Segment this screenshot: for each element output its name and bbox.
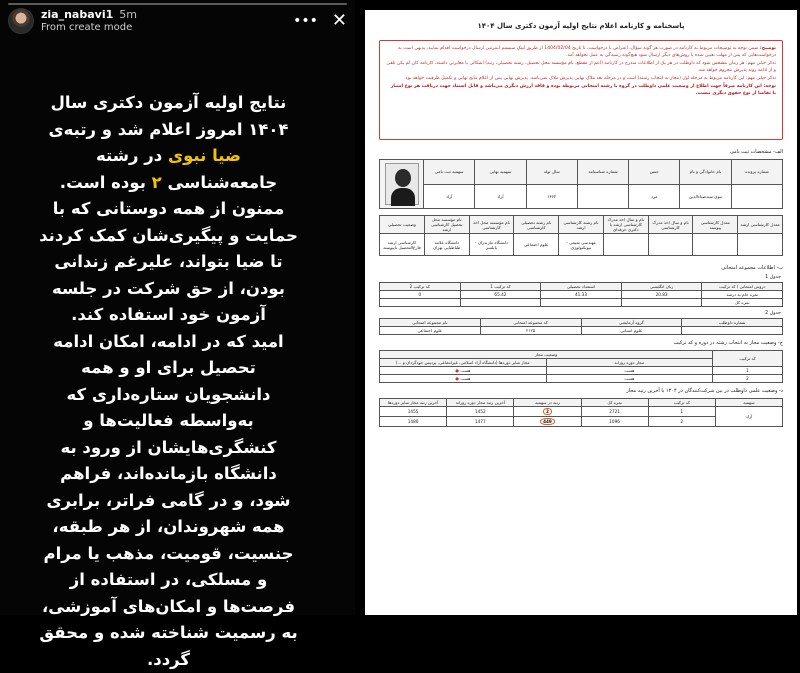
table-cell [693, 234, 738, 256]
table-cell: کارشناسی ارشد فارغ‌التحصیل ناپیوسته [380, 234, 425, 256]
table-cell: علوم اجتماعی [380, 327, 481, 335]
table-cell: نام خانوادگی و نام [680, 160, 731, 185]
rank-table [379, 398, 783, 427]
table-cell: وضعیت مجاز [380, 351, 713, 359]
table-cell: زبان انگلیسی [621, 283, 702, 291]
table-cell: 1477 [447, 417, 514, 427]
table-cell: دروس امتحانی / کد ترکیب [702, 283, 783, 291]
caption-line: به‌واسطه فعالیت‌ها و [12, 408, 325, 435]
table-cell [460, 299, 541, 307]
table-cell: 2 [648, 417, 715, 427]
table-cell: 2 [713, 375, 783, 383]
caption-line: کنشگری‌هایشان از ورود به [12, 435, 325, 462]
table-cell: سال تولد [526, 160, 577, 185]
table-cell: کد مجموعه امتحانی [480, 319, 581, 327]
table-cell: 0 [380, 291, 461, 299]
table-cell: سهمیه [715, 399, 782, 407]
story-subtitle[interactable]: From create mode [41, 21, 137, 34]
notice-box: توضیح: ضمن توجه به توضیحات مربوط به کارنامه در صورت هر گونه سؤال، اعتراض یا درخواست، تا تاریخ 1404/02/04 از طریق لینک سیستم اینترنتی ارسال درخواست اقدام نمایید. بدیهی است به درخواست‌هایی که پس از مهلت تعیین شده یا روش‌های دیگر ارسال شود هیچ‌گونه رسیدگی به عمل نخواهد آمد. تذکر خیلی مهم: هر زمان مشخص شود که داوطلب در هر یک از اطلاعات مندرج در کارنامه (اعم از مقطع، نام مؤسسه محل تحصیل، رشته تحصیلی، رتبه) اشکالی یا مغایرتی داشته، کارنامه کان لم یکن تلقی و از ادامه روند پذیرش محروم خواهد شد. تذکر خیلی مهم: این کارنامه مربوط به مرحله اول (مجاز به انتخاب رشته) است و در مرحله بعد ملاک نهایی پذیرش ملاک نمی‌باشد. پذیرش نهایی پس از اعلام نتایج نهایی و تکمیل ظرفیت خواهد بود. توجه: این کارنامه صرفاً جهت اطلاع از وضعیت علمی داوطلب در گروه یا رشته امتحانی مربوطه بوده و فاقد ارزش دیگری می‌باشد و قابل استناد جهت دریافت هر نوع امتیاز یا تقاضا از نوع حقوق دیگری نیست. [379, 40, 783, 140]
highlighted-rank-cell: 2 [543, 408, 552, 415]
table-cell: 20.83 [621, 291, 702, 299]
table-cell [514, 407, 581, 417]
avatar[interactable] [8, 8, 34, 34]
table-cell: هست [546, 367, 713, 375]
table-cell: وضعیت تحصیلی [380, 216, 425, 234]
table-cell: معدل کارشناسی ارشد [738, 216, 783, 234]
table-cell: 41.33 [541, 291, 622, 299]
table-cell: مجاز سایر دوره‌ها (دانشگاه آزاد اسلامی، غیرانتفاعی، پردیس خودگردان و ...) [380, 359, 547, 367]
section-heading: ج- وضعیت مجاز به انتخاب رشته در دوره و کد ترکیب [379, 340, 783, 346]
table-cell: نام مؤسسه محل تحصیل کارشناسی ارشد [424, 216, 469, 234]
table-cell [648, 234, 693, 256]
table-cell: مرد [629, 184, 680, 209]
story-progress-bar [8, 3, 347, 5]
caption-line: آزمون خود استفاده کند. [12, 302, 325, 329]
caption-line: فرصت‌ها و امکان‌های آموزشی، [12, 594, 325, 621]
table-cell: 1480 [380, 417, 447, 427]
section-heading: د- وضعیت علمی داوطلب در بین شرکت‌کنندگان در ۱۴۰۴ با آخرین رتبه مجاز [379, 388, 783, 394]
post-time: 5m [119, 8, 137, 21]
table-cell: کد ترکیب 2 [380, 283, 461, 291]
table-cell [541, 299, 622, 307]
exam-result-document [365, 10, 797, 615]
table-cell: آزاد [424, 184, 475, 209]
table-cell: 1452 [447, 407, 514, 417]
table-cell: سهمیه ثبت نامی [424, 160, 475, 185]
table-cell: نام و سال اخذ مدرک کارشناسی [648, 216, 693, 234]
table-cell: هست [546, 375, 713, 383]
table-cell: 1455 [380, 407, 447, 417]
table-cell: رتبه در سهمیه [514, 399, 581, 407]
caption-line: به رسمیت شناخته شده و محقق [12, 620, 325, 647]
table-label: جدول 2 [381, 311, 781, 316]
story-author [41, 8, 137, 34]
table-cell: نام رشته کارشناسی ارشد [559, 216, 604, 234]
caption-line: بودن، از حق شرکت در جلسه [12, 276, 325, 303]
table-cell: هست ● [380, 375, 547, 383]
table-cell: معدل کارشناسی پیوسته [693, 216, 738, 234]
table-cell: نمره کل [581, 399, 648, 407]
table-cell: سهمیه نهایی [475, 160, 526, 185]
caption-line: جامعه‌شناسی ۲ بوده است. [12, 170, 325, 197]
table-cell: مجاز دوره روزانه [546, 359, 713, 367]
table-cell [682, 327, 783, 335]
registration-table [379, 159, 783, 209]
story-caption [12, 90, 325, 673]
table-cell: دانشگاه علامه طباطبایی تهران [424, 234, 469, 256]
table-cell [603, 234, 648, 256]
table-cell: آزاد [475, 184, 526, 209]
table-cell: نام مؤسسه محل اخذ کارشناسی [469, 216, 514, 234]
table-cell: نمره خام به درصد [702, 291, 783, 299]
table-cell: 65.42 [460, 291, 541, 299]
table-cell: نمره کل [702, 299, 783, 307]
table-cell: مهندسی شیمی - بیوتکنولوژی [559, 234, 604, 256]
table-cell [738, 234, 783, 256]
table-cell: جنس [629, 160, 680, 185]
table-cell: نام و سال اخذ مدرک کارشناسی ارشد یا دکتری حرفه‌ای [603, 216, 648, 234]
more-options-icon[interactable]: ••• [293, 14, 318, 28]
table-cell: 1 [713, 367, 783, 375]
caption-line: نتایج اولیه آزمون دکتری سال [12, 90, 325, 117]
table-cell: کد ترکیب [713, 351, 783, 367]
candidate-photo [385, 163, 419, 205]
table-cell: هست ● [380, 367, 547, 375]
table-cell: آزاد [715, 407, 782, 427]
table-cell [621, 299, 702, 307]
table-cell: شماره شناسنامه [577, 160, 628, 185]
table-cell [514, 417, 581, 427]
caption-line: دانشگاه بازمانده‌اند، فراهم [12, 461, 325, 488]
section-heading: الف- مشخصات ثبت نامی [379, 149, 783, 155]
exam-group-table [379, 318, 783, 335]
username[interactable]: zia_nabavi1 [41, 8, 113, 21]
table-cell: استعداد تحصیلی [541, 283, 622, 291]
table-cell [380, 299, 461, 307]
caption-line: دانشجویان ستاره‌داری که [12, 382, 325, 409]
scores-table [379, 282, 783, 307]
checkmark-icon: ● [455, 368, 459, 373]
table-cell [577, 184, 628, 209]
story-controls [293, 12, 347, 30]
table-cell: دانشگاه مازندران - بابلسر [469, 234, 514, 256]
caption-line: همه شهروندان، از هر طبقه، [12, 514, 325, 541]
caption-line: و مسلکی، در استفاده از [12, 567, 325, 594]
caption-line: امید که در ادامه، امکان ادامه [12, 329, 325, 356]
highlighted-name: ضیا نبوی [168, 146, 241, 165]
caption-line: ۱۴۰۴ امروز اعلام شد و رتبه‌ی [12, 117, 325, 144]
caption-line: گردد. [12, 647, 325, 673]
caption-line: ضیا نبوی در رشته [12, 143, 325, 170]
checkmark-icon: ● [455, 376, 459, 381]
highlighted-rank-cell: 449 [540, 418, 555, 425]
table-cell: نام رشته تحصیلی کارشناسی [514, 216, 559, 234]
highlighted-rank: ۲ [152, 173, 162, 192]
table-cell: شماره پرونده [731, 160, 782, 185]
table-cell [380, 160, 424, 209]
table-cell: آخرین رتبه مجاز دوره روزانه [447, 399, 514, 407]
table-cell: 1096 [581, 417, 648, 427]
caption-line: شود، و در گامی فراتر، برابری [12, 488, 325, 515]
table-cell: ۱۳۶۲ [526, 184, 577, 209]
table-cell: نام مجموعه امتحانی [380, 319, 481, 327]
table-cell: 1 [648, 407, 715, 417]
table-cell [731, 184, 782, 209]
caption-line: ممنون از همه دوستانی که با [12, 196, 325, 223]
document-title: پاسخنامه و کارنامه اعلام نتایج اولیه آزمون دکتری سال ۱۴۰۴ [365, 22, 797, 30]
story-panel [0, 0, 355, 615]
table-cell: علوم اجتماعی [514, 234, 559, 256]
eligibility-table [379, 350, 783, 383]
table-cell: نبوی سیدضیاءالدین [680, 184, 731, 209]
table-cell: کد ترکیب [648, 399, 715, 407]
table-cell: ۲۱۲۵ [480, 327, 581, 335]
close-icon[interactable]: ✕ [332, 12, 347, 30]
table-cell: 2721 [581, 407, 648, 417]
table-cell: گروه آزمایشی [581, 319, 682, 327]
table-cell: آخرین رتبه مجاز سایر دوره‌ها [380, 399, 447, 407]
story-header [8, 6, 347, 36]
table-cell: کد ترکیب 1 [460, 283, 541, 291]
education-table [379, 215, 783, 256]
table-label: جدول 1 [381, 275, 781, 280]
caption-line: جنسیت، قومیت، مذهب یا مرام [12, 541, 325, 568]
table-cell: شماره داوطلب [682, 319, 783, 327]
document-image-area [355, 0, 800, 615]
caption-line: تا ضیا بتواند، علیرغم زندانی [12, 249, 325, 276]
caption-line: تحصیل برای او و همه [12, 355, 325, 382]
caption-line: حمایت و پیگیری‌شان کمک کردند [12, 223, 325, 250]
table-cell: علوم انسانی [581, 327, 682, 335]
section-heading: ب- اطلاعات مجموعه امتحانی [379, 265, 783, 271]
